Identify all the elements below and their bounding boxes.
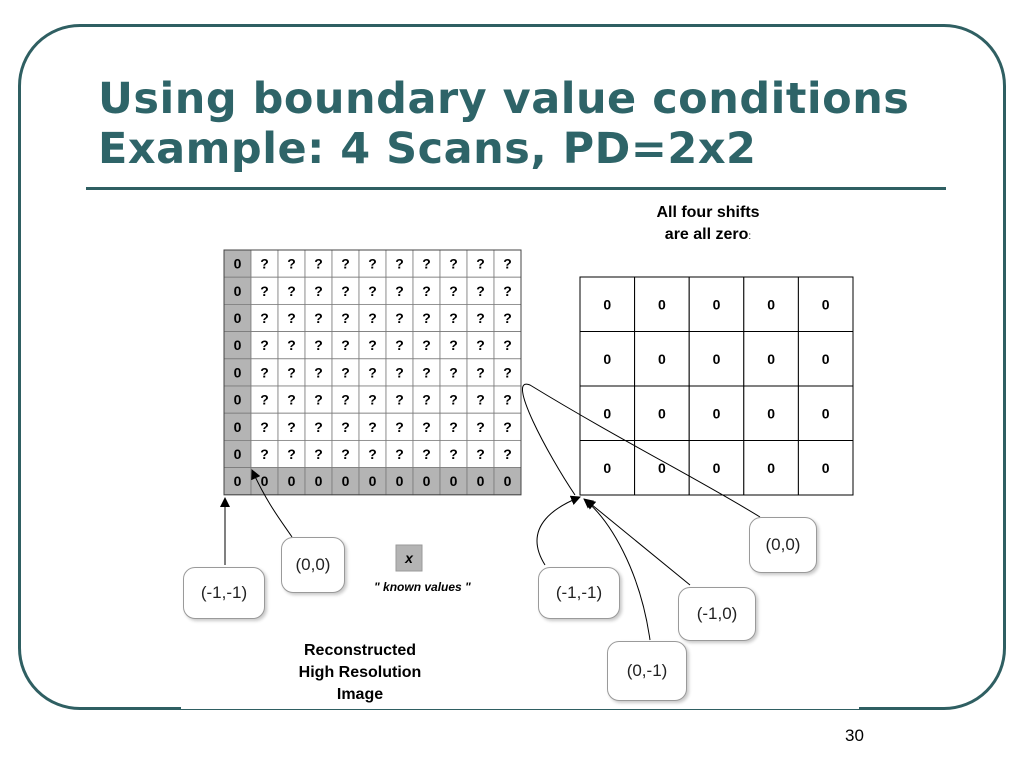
bubble-right-minus1-0: (-1,0) [678,587,756,641]
grid-cell-known-value: 0 [503,473,512,490]
grid-cell-unknown: ? [449,418,458,435]
grid-cell-unknown: ? [476,282,485,299]
shift-cell-value: 0 [767,405,775,422]
grid-cell-known-value: 0 [314,473,323,490]
grid-cell-unknown: ? [368,337,377,354]
grid-cell-known-value: 0 [422,473,431,490]
grid-cell-unknown: ? [449,391,458,408]
grid-cell-unknown: ? [260,391,269,408]
grid-cell-unknown: ? [368,255,377,272]
grid-cell-unknown: ? [287,446,296,462]
grid-cell-unknown: ? [476,446,485,462]
shift-cell-value: 0 [712,459,721,476]
grid-cell-unknown: ? [260,364,269,381]
grid-cell-known-value: 0 [449,473,458,490]
grid-cell-unknown: ? [314,255,323,272]
grid-cell-unknown: ? [449,282,458,299]
shift-cell-value: 0 [767,296,775,313]
grid-cell-known-value: 0 [233,418,242,435]
grid-cell-unknown: ? [422,364,431,381]
bubble-right-0-minus1: (0,-1) [607,641,687,701]
grid-cell-unknown: ? [395,391,404,408]
grid-cell-unknown: ? [260,418,269,435]
shift-cell-value: 0 [821,296,830,313]
shift-cell-value: 0 [658,296,666,313]
reconstructed-image-grid [224,250,521,495]
grid-cell-unknown: ? [287,310,296,326]
grid-cell-unknown: ? [503,310,512,326]
grid-cell-unknown: ? [503,255,512,272]
grid-cell-unknown: ? [287,364,296,381]
title-line-1: Using boundary value conditions [98,74,910,124]
grid-cell-unknown: ? [341,282,350,299]
grid-cell-known-value: 0 [260,473,269,490]
grid-cell-known-value: 0 [233,337,242,354]
grid-cell-unknown: ? [314,418,323,435]
grid-cell-unknown: ? [260,446,269,462]
shift-cell-value: 0 [658,459,666,476]
shift-cell-value: 0 [603,459,612,476]
grid-cell-known-value: 0 [341,473,350,490]
slide-number: 30 [845,726,864,745]
grid-cell-unknown: ? [503,418,512,435]
grid-cell-unknown: ? [422,446,431,462]
grid-cell-unknown: ? [476,391,485,408]
grid-cell-unknown: ? [422,255,431,272]
grid-cell-unknown: ? [314,364,323,381]
grid-cell-known-value: 0 [287,473,296,490]
shift-cell-value: 0 [712,405,721,422]
shifts-caption-mark: : [748,231,752,242]
shift-cell-value: 0 [603,405,612,422]
grid-cell-known-value: 0 [476,473,485,490]
grid-cell-unknown: ? [422,391,431,408]
grid-cell-unknown: ? [341,364,350,381]
title-line-2: Example: 4 Scans, PD=2x2 [98,124,757,174]
shift-cell-value: 0 [603,350,612,367]
grid-cell-unknown: ? [314,446,323,462]
shifts-grid [580,277,853,495]
grid-cell-unknown: ? [287,255,296,272]
grid-cell-unknown: ? [395,282,404,299]
shift-cell-value: 0 [712,296,721,313]
grid-cell-unknown: ? [368,310,377,326]
bubble-left-0-0: (0,0) [281,537,345,593]
grid-caption [270,640,450,706]
grid-cell-unknown: ? [341,391,350,408]
grid-cell-unknown: ? [260,310,269,326]
grid-cell-unknown: ? [260,255,269,272]
grid-cell-known-value: 0 [233,364,242,381]
grid-cell-known-value: 0 [233,473,242,490]
grid-cell-unknown: ? [341,310,350,326]
grid-cell-unknown: ? [341,418,350,435]
grid-cell-unknown: ? [341,255,350,272]
grid-cell-known-value: 0 [233,391,242,408]
grid-cell-unknown: ? [476,255,485,272]
grid-cell-unknown: ? [368,446,377,462]
known-values-swatch-text: x [405,550,413,566]
shift-cell-value: 0 [821,405,830,422]
grid-cell-known-value: 0 [233,255,242,272]
grid-cell-unknown: ? [503,282,512,299]
grid-cell-unknown: ? [368,364,377,381]
grid-cell-unknown: ? [395,337,404,354]
shift-cell-value: 0 [767,459,775,476]
shift-cell-value: 0 [821,459,830,476]
bubble-right-0-0: (0,0) [749,517,817,573]
known-values-label: " known values " [374,580,471,594]
grid-cell-unknown: ? [314,391,323,408]
connector-right-minus1-minus1 [537,497,580,565]
grid-cell-unknown: ? [449,310,458,326]
grid-cell-known-value: 0 [233,282,242,299]
grid-cell-unknown: ? [287,282,296,299]
grid-cell-unknown: ? [395,255,404,272]
grid-cell-unknown: ? [503,446,512,462]
shift-cell-value: 0 [658,405,666,422]
grid-cell-unknown: ? [503,364,512,381]
grid-cell-known-value: 0 [233,310,242,326]
grid-caption-line-1: Reconstructed [303,642,417,659]
shifts-caption-line-2: are all zero [664,226,749,243]
grid-cell-unknown: ? [422,282,431,299]
grid-cell-unknown: ? [395,418,404,435]
shift-cell-value: 0 [603,296,612,313]
grid-cell-unknown: ? [422,418,431,435]
grid-cell-unknown: ? [341,337,350,354]
grid-cell-unknown: ? [449,255,458,272]
grid-cell-unknown: ? [476,337,485,354]
grid-cell-unknown: ? [260,337,269,354]
grid-cell-unknown: ? [476,418,485,435]
grid-cell-unknown: ? [260,282,269,299]
grid-cell-unknown: ? [314,310,323,326]
grid-cell-unknown: ? [395,364,404,381]
shifts-caption-line-1: All four shifts [656,204,760,221]
shift-cell-value: 0 [767,350,775,367]
grid-cell-unknown: ? [287,391,296,408]
grid-cell-unknown: ? [368,282,377,299]
shift-cell-value: 0 [712,350,721,367]
grid-cell-unknown: ? [341,446,350,462]
grid-cell-unknown: ? [449,446,458,462]
grid-cell-unknown: ? [287,337,296,354]
grid-cell-known-value: 0 [395,473,404,490]
grid-cell-unknown: ? [395,310,404,326]
frame-bottom-gap [181,707,859,709]
grid-cell-unknown: ? [449,337,458,354]
grid-cell-unknown: ? [476,364,485,381]
grid-caption-line-3: Image [336,686,384,703]
grid-cell-unknown: ? [395,446,404,462]
grid-cell-unknown: ? [503,391,512,408]
grid-cell-unknown: ? [368,391,377,408]
grid-cell-unknown: ? [422,337,431,354]
grid-cell-unknown: ? [368,418,377,435]
grid-cell-unknown: ? [287,418,296,435]
grid-cell-unknown: ? [476,310,485,326]
grid-cell-known-value: 0 [368,473,377,490]
grid-cell-unknown: ? [314,282,323,299]
grid-cell-unknown: ? [314,337,323,354]
shift-cell-value: 0 [658,350,666,367]
grid-cell-unknown: ? [422,310,431,326]
grid-cell-known-value: 0 [233,446,242,462]
grid-cell-unknown: ? [449,364,458,381]
bubble-left-minus1-minus1: (-1,-1) [183,567,265,619]
bubble-right-minus1-minus1: (-1,-1) [538,567,620,619]
grid-cell-unknown: ? [503,337,512,354]
shift-cell-value: 0 [821,350,830,367]
grid-caption-line-2: High Resolution [298,664,422,681]
known-values-swatch [396,545,422,571]
